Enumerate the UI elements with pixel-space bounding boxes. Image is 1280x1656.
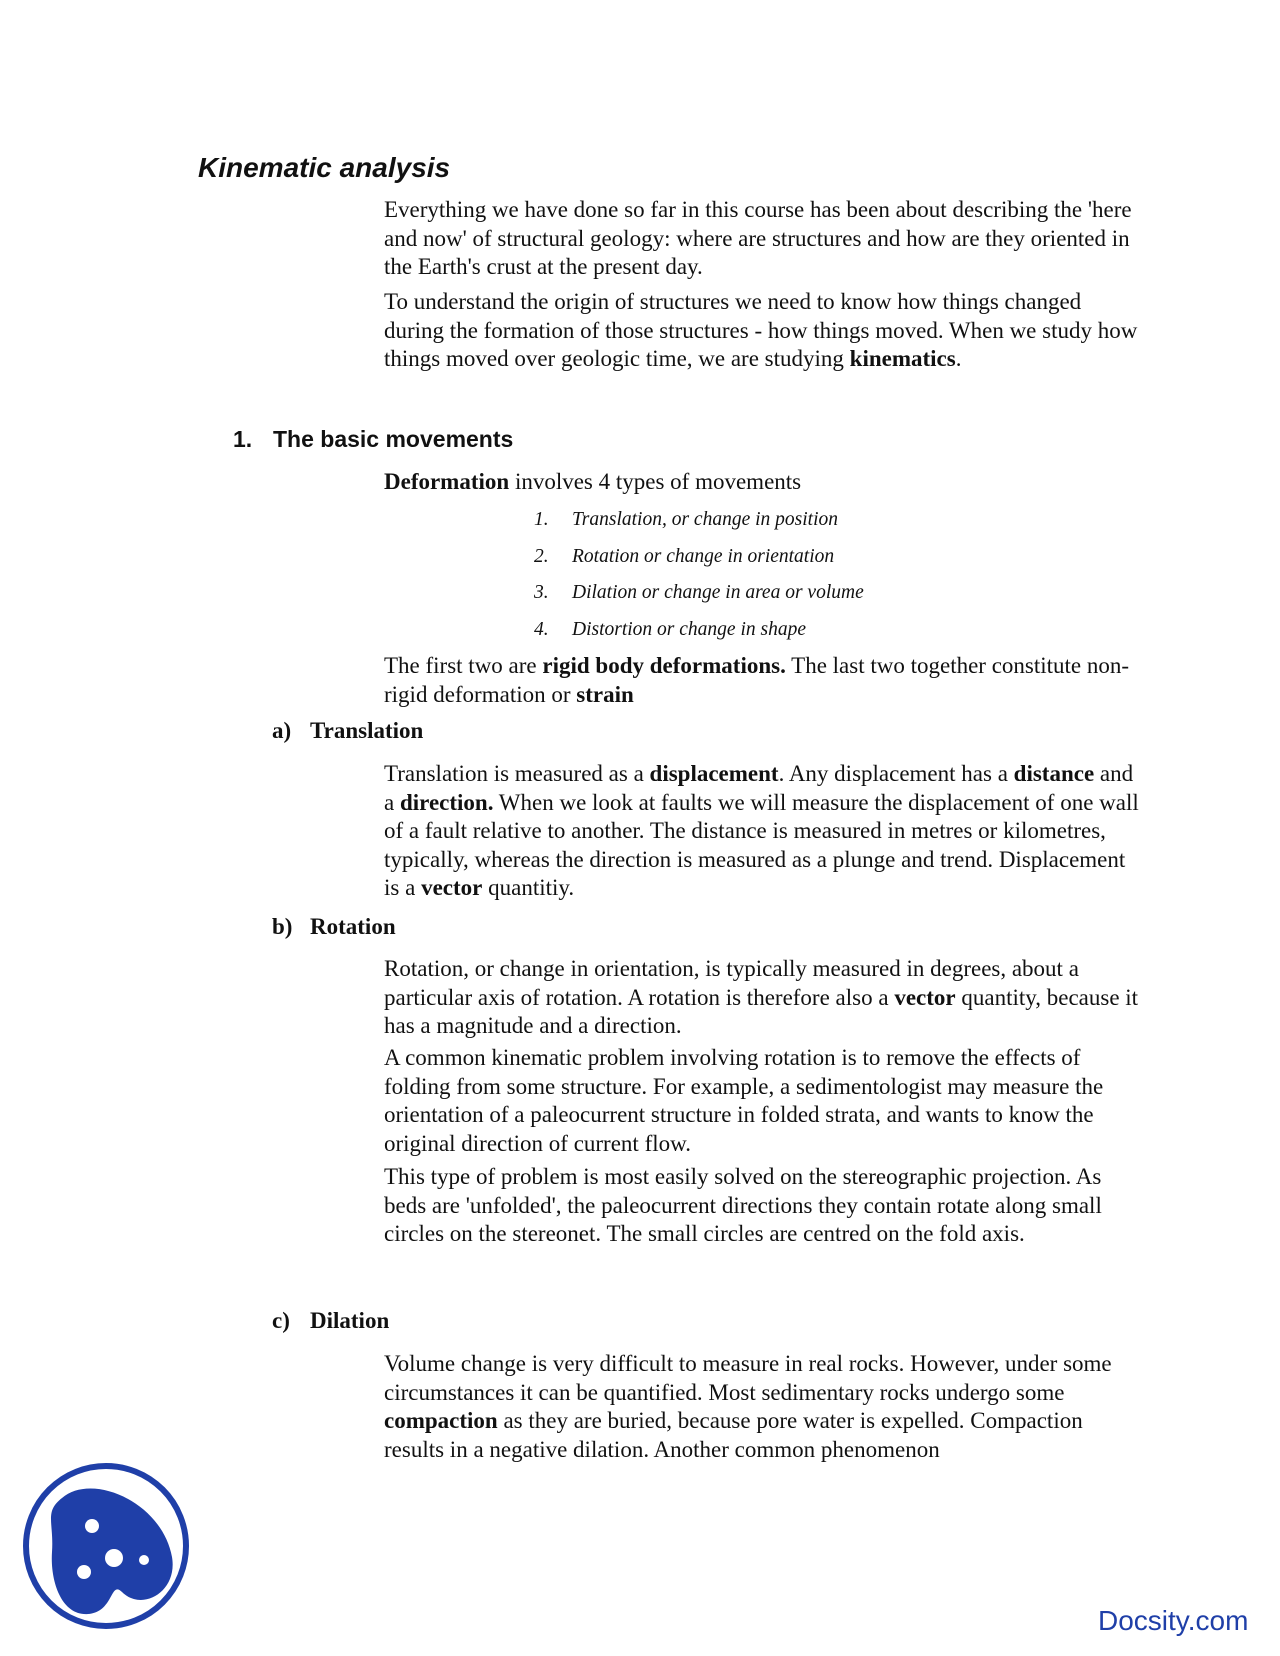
subheading-translation: a) Translation [272,718,424,743]
rotation-paragraph-2: A common kinematic problem involving rotation is to remove the effects of folding from some structure. For example, a sedimentologist may measure the orientation of a paleocurrent structure in folded strata, and wants to know the original direction of current flow. [384,1045,1104,1156]
rotation-paragraph-1: Rotation, or change in orientation, is typically measured in degrees, about a particular axis of rotation. A rotation is therefore also a vector quantity, because it has a magnitude and a direction. [384,956,1139,1038]
rotation-paragraph-3: This type of problem is most easily solved on the stereographic projection. As beds are 'unfolded', the paleocurrent directions they contain rotate along small circles on the stereonet. The small circles are centred on the fold axis. [384,1164,1102,1246]
rigid-body-paragraph: The first two are rigid body deformations. The last two together constitute non-rigid deformation or strain [384,653,1130,707]
brand-label[interactable]: Docsity.com [1098,1605,1249,1636]
dilation-paragraph: Volume change is very difficult to measure in real rocks. However, under some circumstances it can be quantified. Most sedimentary rocks undergo some compaction as they are buried, because pore water is expelled. Compaction results in a negative dilation. Another common phenomenon [384,1351,1112,1462]
list-item: 2. Rotation or change in orientation [534,545,835,567]
page-title: Kinematic analysis [198,152,451,183]
section-heading-basic-movements: 1. The basic movements [233,426,514,452]
movement-list [534,508,864,654]
deformation-intro: Deformation involves 4 types of movements [384,469,802,494]
intro-paragraph-2: To understand the origin of structures we need to know how things changed during the formation of those structures - how things moved. When we study how things moved over geologic time, we are studying kinematics. [384,289,1138,371]
subheading-rotation: b) Rotation [272,914,396,939]
list-item: 3. Dilation or change in area or volume [534,582,864,603]
list-item: 1. Translation, or change in position [534,509,838,530]
translation-paragraph: Translation is measured as a displacement. Any displacement has a distance and a direction. When we look at faults we will measure the displacement of one wall of a fault relative to another. The distance is measured in metres or kilometres, typically, whereas the direction is measured as a plunge and trend. Displacement is a vector quantitiy. [384,761,1139,900]
subheading-dilation: c) Dilation [272,1308,390,1333]
intro-paragraph-1: Everything we have done so far in this course has been about describing the 'here and now' of structural geology: where are structures and how are they oriented in the Earth's crust at the present day. [384,197,1132,279]
list-item: 4. Distortion or change in shape [534,618,806,640]
docsity-logo-icon [22,1462,190,1630]
